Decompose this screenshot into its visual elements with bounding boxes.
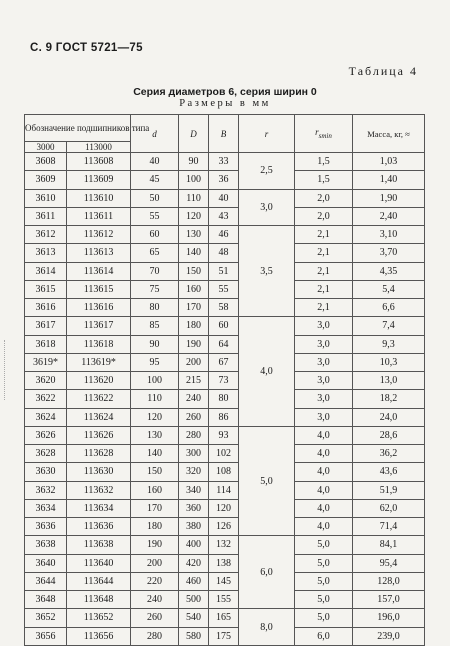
cell-type-b: 113636 <box>67 518 131 536</box>
table-row <box>25 280 425 298</box>
cell-mass: 239,0 <box>353 627 425 645</box>
cell-D: 240 <box>179 390 209 408</box>
cell-rsmin: 1,5 <box>295 153 353 171</box>
cell-mass: 43,6 <box>353 463 425 481</box>
cell-B: 55 <box>209 280 239 298</box>
cell-D: 200 <box>179 353 209 371</box>
cell-d: 55 <box>131 207 179 225</box>
cell-type-a: 3618 <box>25 335 67 353</box>
cell-type-b: 113620 <box>67 372 131 390</box>
table-row <box>25 171 425 189</box>
cell-r: 3,0 <box>239 189 295 226</box>
cell-d: 140 <box>131 445 179 463</box>
table-row <box>25 189 425 207</box>
cell-D: 110 <box>179 189 209 207</box>
cell-rsmin: 3,0 <box>295 353 353 371</box>
table-row <box>25 572 425 590</box>
table-row <box>25 153 425 171</box>
cell-B: 46 <box>209 226 239 244</box>
table-row <box>25 317 425 335</box>
cell-rsmin: 2,1 <box>295 280 353 298</box>
cell-B: 48 <box>209 244 239 262</box>
cell-mass: 1,40 <box>353 171 425 189</box>
cell-type-a: 3648 <box>25 591 67 609</box>
cell-type-a: 3613 <box>25 244 67 262</box>
cell-mass: 28,6 <box>353 426 425 444</box>
cell-D: 580 <box>179 627 209 645</box>
table-row <box>25 554 425 572</box>
cell-rsmin: 3,0 <box>295 317 353 335</box>
cell-B: 132 <box>209 536 239 554</box>
cell-B: 126 <box>209 518 239 536</box>
cell-d: 190 <box>131 536 179 554</box>
cell-mass: 36,2 <box>353 445 425 463</box>
table-row <box>25 481 425 499</box>
cell-d: 130 <box>131 426 179 444</box>
cell-mass: 5,4 <box>353 280 425 298</box>
cell-type-a: 3624 <box>25 408 67 426</box>
cell-D: 400 <box>179 536 209 554</box>
table-row <box>25 426 425 444</box>
cell-mass: 13,0 <box>353 372 425 390</box>
cell-type-b: 113610 <box>67 189 131 207</box>
cell-D: 500 <box>179 591 209 609</box>
page-header: С. 9 ГОСТ 5721—75 <box>30 42 143 54</box>
table-label: Таблица 4 <box>348 64 418 78</box>
cell-d: 220 <box>131 572 179 590</box>
cell-d: 240 <box>131 591 179 609</box>
cell-B: 64 <box>209 335 239 353</box>
cell-type-b: 113652 <box>67 609 131 627</box>
cell-rsmin: 5,0 <box>295 609 353 627</box>
cell-D: 150 <box>179 262 209 280</box>
cell-rsmin: 3,0 <box>295 335 353 353</box>
type-a-header: 3000 <box>25 142 67 153</box>
cell-type-a: 3612 <box>25 226 67 244</box>
cell-B: 114 <box>209 481 239 499</box>
cell-rsmin: 5,0 <box>295 572 353 590</box>
cell-d: 260 <box>131 609 179 627</box>
cell-d: 180 <box>131 518 179 536</box>
col-rsmin-header <box>295 115 353 153</box>
cell-rsmin: 2,1 <box>295 244 353 262</box>
cell-rsmin: 2,1 <box>295 299 353 317</box>
cell-d: 280 <box>131 627 179 645</box>
cell-type-a: 3634 <box>25 499 67 517</box>
cell-type-a: 3652 <box>25 609 67 627</box>
cell-type-b: 113615 <box>67 280 131 298</box>
cell-mass: 3,10 <box>353 226 425 244</box>
cell-B: 60 <box>209 317 239 335</box>
cell-type-a: 3644 <box>25 572 67 590</box>
cell-type-b: 113630 <box>67 463 131 481</box>
cell-d: 200 <box>131 554 179 572</box>
cell-type-a: 3656 <box>25 627 67 645</box>
cell-d: 75 <box>131 280 179 298</box>
cell-D: 420 <box>179 554 209 572</box>
cell-type-a: 3636 <box>25 518 67 536</box>
cell-D: 100 <box>179 171 209 189</box>
cell-B: 40 <box>209 189 239 207</box>
cell-d: 160 <box>131 481 179 499</box>
cell-D: 140 <box>179 244 209 262</box>
cell-type-b: 113622 <box>67 390 131 408</box>
cell-r: 4,0 <box>239 317 295 427</box>
cell-D: 340 <box>179 481 209 499</box>
cell-rsmin: 4,0 <box>295 426 353 444</box>
cell-type-b: 113609 <box>67 171 131 189</box>
cell-D: 170 <box>179 299 209 317</box>
cell-type-a: 3608 <box>25 153 67 171</box>
cell-rsmin: 2,1 <box>295 262 353 280</box>
cell-rsmin: 4,0 <box>295 518 353 536</box>
cell-type-a: 3640 <box>25 554 67 572</box>
cell-d: 70 <box>131 262 179 280</box>
cell-type-a: 3638 <box>25 536 67 554</box>
cell-mass: 196,0 <box>353 609 425 627</box>
cell-rsmin: 6,0 <box>295 627 353 645</box>
cell-D: 160 <box>179 280 209 298</box>
cell-d: 50 <box>131 189 179 207</box>
cell-type-b: 113656 <box>67 627 131 645</box>
cell-r: 8,0 <box>239 609 295 646</box>
cell-d: 95 <box>131 353 179 371</box>
table-row <box>25 445 425 463</box>
col-r-header: r <box>239 115 295 153</box>
cell-d: 90 <box>131 335 179 353</box>
cell-r: 2,5 <box>239 153 295 190</box>
cell-B: 73 <box>209 372 239 390</box>
cell-d: 45 <box>131 171 179 189</box>
cell-B: 67 <box>209 353 239 371</box>
cell-d: 40 <box>131 153 179 171</box>
cell-rsmin: 5,0 <box>295 591 353 609</box>
table-caption: Серия диаметров 6, серия ширин 0 <box>133 86 317 98</box>
cell-B: 36 <box>209 171 239 189</box>
cell-d: 100 <box>131 372 179 390</box>
cell-d: 65 <box>131 244 179 262</box>
cell-D: 120 <box>179 207 209 225</box>
cell-rsmin: 4,0 <box>295 481 353 499</box>
table-row <box>25 244 425 262</box>
cell-type-b: 113617 <box>67 317 131 335</box>
cell-mass: 51,9 <box>353 481 425 499</box>
cell-rsmin: 4,0 <box>295 499 353 517</box>
cell-B: 138 <box>209 554 239 572</box>
cell-mass: 62,0 <box>353 499 425 517</box>
cell-mass: 1,03 <box>353 153 425 171</box>
cell-type-a: 3610 <box>25 189 67 207</box>
table-row <box>25 226 425 244</box>
cell-mass: 71,4 <box>353 518 425 536</box>
cell-mass: 4,35 <box>353 262 425 280</box>
cell-B: 175 <box>209 627 239 645</box>
cell-B: 86 <box>209 408 239 426</box>
cell-rsmin: 1,5 <box>295 171 353 189</box>
table-row <box>25 408 425 426</box>
cell-rsmin: 5,0 <box>295 536 353 554</box>
cell-r: 6,0 <box>239 536 295 609</box>
cell-mass: 3,70 <box>353 244 425 262</box>
cell-r: 3,5 <box>239 226 295 317</box>
cell-type-a: 3628 <box>25 445 67 463</box>
cell-type-b: 113648 <box>67 591 131 609</box>
cell-D: 215 <box>179 372 209 390</box>
cell-D: 260 <box>179 408 209 426</box>
cell-mass: 18,2 <box>353 390 425 408</box>
cell-mass: 2,40 <box>353 207 425 225</box>
designation-header: Обозначение подшипников типа <box>25 115 131 142</box>
cell-mass: 1,90 <box>353 189 425 207</box>
cell-type-b: 113614 <box>67 262 131 280</box>
table-row <box>25 536 425 554</box>
cell-type-a: 3617 <box>25 317 67 335</box>
cell-mass: 10,3 <box>353 353 425 371</box>
cell-B: 145 <box>209 572 239 590</box>
cell-mass: 84,1 <box>353 536 425 554</box>
cell-D: 460 <box>179 572 209 590</box>
cell-type-b: 113616 <box>67 299 131 317</box>
cell-D: 130 <box>179 226 209 244</box>
cell-mass: 9,3 <box>353 335 425 353</box>
cell-type-a: 3632 <box>25 481 67 499</box>
cell-rsmin: 2,0 <box>295 207 353 225</box>
cell-B: 33 <box>209 153 239 171</box>
table-row <box>25 609 425 627</box>
cell-mass: 7,4 <box>353 317 425 335</box>
cell-type-a: 3611 <box>25 207 67 225</box>
cell-d: 120 <box>131 408 179 426</box>
table-row <box>25 627 425 645</box>
cell-D: 300 <box>179 445 209 463</box>
cell-mass: 128,0 <box>353 572 425 590</box>
cell-type-a: 3614 <box>25 262 67 280</box>
cell-B: 120 <box>209 499 239 517</box>
cell-type-a: 3616 <box>25 299 67 317</box>
rsmin-subscript: smin <box>318 131 332 140</box>
table-row <box>25 207 425 225</box>
cell-rsmin: 3,0 <box>295 390 353 408</box>
cell-B: 43 <box>209 207 239 225</box>
cell-rsmin: 5,0 <box>295 554 353 572</box>
cell-B: 58 <box>209 299 239 317</box>
cell-d: 80 <box>131 299 179 317</box>
cell-D: 380 <box>179 518 209 536</box>
bearing-table <box>24 114 425 646</box>
cell-type-b: 113628 <box>67 445 131 463</box>
col-B-header: B <box>209 115 239 153</box>
cell-type-b: 113619* <box>67 353 131 371</box>
cell-D: 90 <box>179 153 209 171</box>
cell-type-b: 113640 <box>67 554 131 572</box>
table-row <box>25 463 425 481</box>
cell-type-a: 3622 <box>25 390 67 408</box>
cell-type-b: 113611 <box>67 207 131 225</box>
cell-B: 93 <box>209 426 239 444</box>
cell-type-a: 3630 <box>25 463 67 481</box>
cell-type-b: 113612 <box>67 226 131 244</box>
cell-B: 165 <box>209 609 239 627</box>
cell-d: 85 <box>131 317 179 335</box>
cell-type-a: 3619* <box>25 353 67 371</box>
cell-type-b: 113608 <box>67 153 131 171</box>
cell-D: 360 <box>179 499 209 517</box>
cell-B: 102 <box>209 445 239 463</box>
cell-type-a: 3620 <box>25 372 67 390</box>
col-d-header: d <box>131 115 179 153</box>
table-row <box>25 372 425 390</box>
rsmin-symbol: r <box>315 127 319 138</box>
table-row <box>25 390 425 408</box>
cell-B: 155 <box>209 591 239 609</box>
scan-artifact <box>4 340 6 400</box>
cell-type-a: 3626 <box>25 426 67 444</box>
cell-type-a: 3615 <box>25 280 67 298</box>
cell-type-b: 113632 <box>67 481 131 499</box>
cell-B: 108 <box>209 463 239 481</box>
cell-d: 60 <box>131 226 179 244</box>
cell-type-b: 113626 <box>67 426 131 444</box>
cell-rsmin: 4,0 <box>295 445 353 463</box>
cell-B: 80 <box>209 390 239 408</box>
cell-d: 150 <box>131 463 179 481</box>
cell-D: 180 <box>179 317 209 335</box>
table-row <box>25 299 425 317</box>
table-row <box>25 518 425 536</box>
cell-D: 190 <box>179 335 209 353</box>
cell-type-b: 113618 <box>67 335 131 353</box>
cell-type-b: 113644 <box>67 572 131 590</box>
cell-rsmin: 3,0 <box>295 408 353 426</box>
cell-mass: 95,4 <box>353 554 425 572</box>
table-row <box>25 353 425 371</box>
col-D-header: D <box>179 115 209 153</box>
table-row <box>25 591 425 609</box>
cell-type-b: 113638 <box>67 536 131 554</box>
cell-d: 170 <box>131 499 179 517</box>
table-units: Размеры в мм <box>179 98 271 109</box>
cell-D: 540 <box>179 609 209 627</box>
cell-type-a: 3609 <box>25 171 67 189</box>
table-row <box>25 262 425 280</box>
cell-D: 320 <box>179 463 209 481</box>
cell-d: 110 <box>131 390 179 408</box>
cell-rsmin: 3,0 <box>295 372 353 390</box>
cell-type-b: 113634 <box>67 499 131 517</box>
cell-r: 5,0 <box>239 426 295 536</box>
cell-rsmin: 2,1 <box>295 226 353 244</box>
cell-mass: 157,0 <box>353 591 425 609</box>
table-row <box>25 499 425 517</box>
cell-type-b: 113613 <box>67 244 131 262</box>
cell-rsmin: 2,0 <box>295 189 353 207</box>
col-mass-header: Масса, кг, ≈ <box>353 115 425 153</box>
cell-D: 280 <box>179 426 209 444</box>
cell-B: 51 <box>209 262 239 280</box>
table-row <box>25 335 425 353</box>
cell-mass: 24,0 <box>353 408 425 426</box>
cell-type-b: 113624 <box>67 408 131 426</box>
cell-rsmin: 4,0 <box>295 463 353 481</box>
type-b-header: 113000 <box>67 142 131 153</box>
cell-mass: 6,6 <box>353 299 425 317</box>
